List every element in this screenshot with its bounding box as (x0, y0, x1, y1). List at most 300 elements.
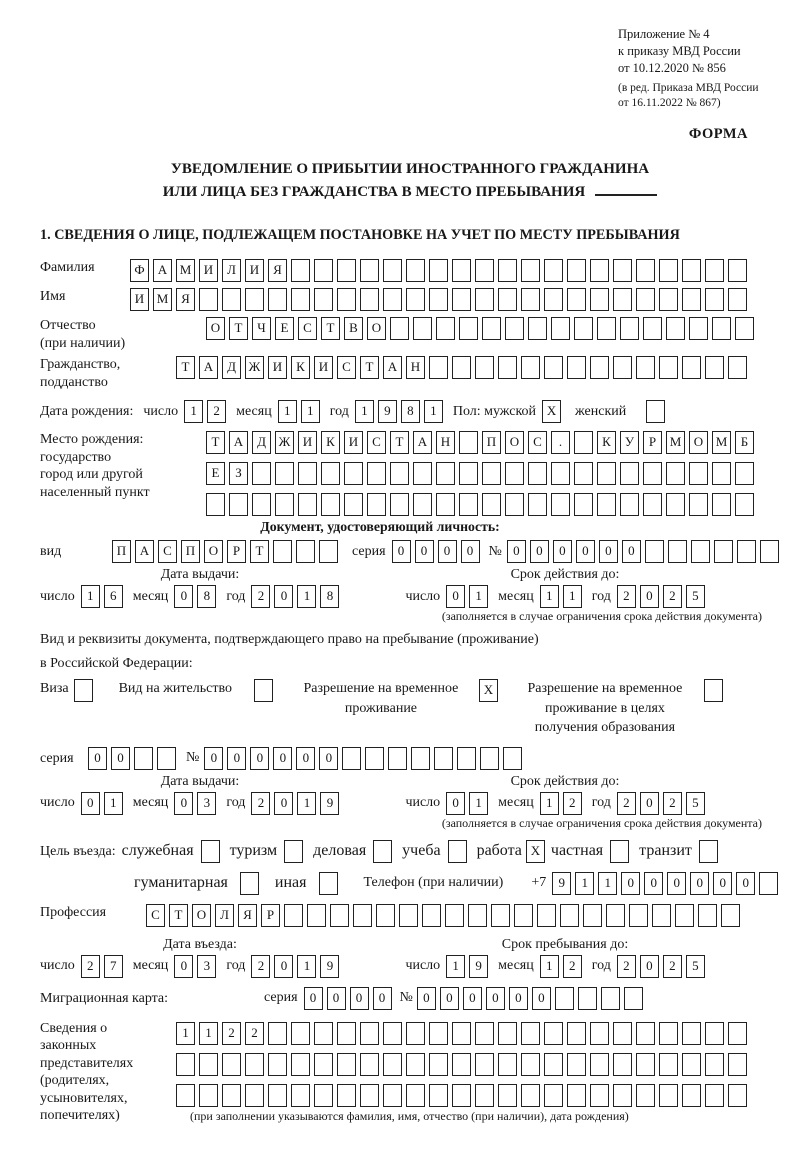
char-box[interactable]: 1 (563, 585, 582, 608)
char-box[interactable] (505, 317, 524, 340)
char-box[interactable] (296, 540, 315, 563)
char-box[interactable]: О (204, 540, 223, 563)
char-box[interactable] (337, 259, 356, 282)
char-box[interactable] (712, 493, 731, 516)
char-box[interactable] (636, 1022, 655, 1045)
char-box[interactable] (728, 1053, 747, 1076)
char-box[interactable]: Т (229, 317, 248, 340)
char-box[interactable]: 0 (486, 987, 505, 1010)
char-box[interactable] (601, 987, 620, 1010)
char-box[interactable] (321, 462, 340, 485)
char-box[interactable] (134, 747, 153, 770)
char-box[interactable] (284, 904, 303, 927)
char-box[interactable] (429, 356, 448, 379)
char-box[interactable] (383, 1084, 402, 1107)
char-box[interactable]: 1 (199, 1022, 218, 1045)
study-checkbox[interactable] (448, 840, 467, 863)
char-box[interactable] (445, 904, 464, 927)
char-box[interactable]: 1 (297, 792, 316, 815)
char-box[interactable] (268, 1053, 287, 1076)
char-box[interactable] (521, 1022, 540, 1045)
char-box[interactable]: О (206, 317, 225, 340)
char-box[interactable]: 0 (507, 540, 526, 563)
char-box[interactable]: 7 (104, 955, 123, 978)
char-box[interactable] (521, 259, 540, 282)
char-box[interactable] (551, 462, 570, 485)
char-box[interactable]: 1 (575, 872, 594, 895)
char-box[interactable]: У (620, 431, 639, 454)
female-checkbox[interactable] (646, 400, 665, 423)
char-box[interactable] (376, 904, 395, 927)
char-box[interactable] (574, 317, 593, 340)
char-box[interactable] (666, 462, 685, 485)
char-box[interactable]: К (291, 356, 310, 379)
char-box[interactable]: 0 (304, 987, 323, 1010)
char-box[interactable] (475, 1053, 494, 1076)
char-box[interactable] (620, 317, 639, 340)
char-box[interactable]: 2 (251, 955, 270, 978)
char-box[interactable] (459, 493, 478, 516)
char-box[interactable] (636, 288, 655, 311)
char-box[interactable]: 0 (736, 872, 755, 895)
char-box[interactable]: 0 (274, 955, 293, 978)
official-checkbox[interactable] (201, 840, 220, 863)
char-box[interactable]: 1 (446, 955, 465, 978)
char-box[interactable] (452, 1022, 471, 1045)
char-box[interactable] (574, 493, 593, 516)
char-box[interactable]: 5 (686, 792, 705, 815)
char-box[interactable]: 1 (598, 872, 617, 895)
char-box[interactable] (597, 462, 616, 485)
char-box[interactable] (643, 493, 662, 516)
char-box[interactable]: 0 (174, 955, 193, 978)
work-checkbox[interactable]: X (526, 840, 545, 863)
char-box[interactable] (413, 317, 432, 340)
char-box[interactable] (521, 1084, 540, 1107)
char-box[interactable] (544, 288, 563, 311)
char-box[interactable] (314, 288, 333, 311)
char-box[interactable] (620, 462, 639, 485)
char-box[interactable] (574, 462, 593, 485)
char-box[interactable]: И (314, 356, 333, 379)
char-box[interactable] (574, 431, 593, 454)
char-box[interactable] (459, 431, 478, 454)
char-box[interactable] (583, 904, 602, 927)
char-box[interactable] (551, 317, 570, 340)
char-box[interactable] (735, 493, 754, 516)
char-box[interactable] (590, 1022, 609, 1045)
humanitarian-checkbox[interactable] (240, 872, 259, 895)
char-box[interactable] (698, 904, 717, 927)
transit-checkbox[interactable] (699, 840, 718, 863)
char-box[interactable] (314, 1053, 333, 1076)
char-box[interactable] (728, 259, 747, 282)
char-box[interactable]: 9 (320, 792, 339, 815)
char-box[interactable] (452, 1053, 471, 1076)
other-checkbox[interactable] (319, 872, 338, 895)
char-box[interactable] (291, 1053, 310, 1076)
char-box[interactable]: 0 (438, 540, 457, 563)
char-box[interactable]: Р (261, 904, 280, 927)
char-box[interactable] (737, 540, 756, 563)
char-box[interactable]: А (135, 540, 154, 563)
char-box[interactable] (353, 904, 372, 927)
char-box[interactable]: 2 (563, 955, 582, 978)
char-box[interactable] (291, 1084, 310, 1107)
char-box[interactable]: 2 (663, 585, 682, 608)
char-box[interactable]: 8 (320, 585, 339, 608)
char-box[interactable] (291, 1022, 310, 1045)
char-box[interactable] (413, 462, 432, 485)
char-box[interactable]: 0 (319, 747, 338, 770)
char-box[interactable] (176, 1053, 195, 1076)
char-box[interactable]: 1 (176, 1022, 195, 1045)
char-box[interactable] (222, 1053, 241, 1076)
char-box[interactable] (222, 288, 241, 311)
char-box[interactable] (482, 317, 501, 340)
char-box[interactable]: 1 (81, 585, 100, 608)
char-box[interactable] (383, 288, 402, 311)
char-box[interactable] (613, 356, 632, 379)
char-box[interactable]: 0 (599, 540, 618, 563)
char-box[interactable] (728, 1084, 747, 1107)
char-box[interactable] (544, 1053, 563, 1076)
char-box[interactable]: 5 (686, 585, 705, 608)
char-box[interactable]: Т (206, 431, 225, 454)
char-box[interactable] (342, 747, 361, 770)
char-box[interactable] (482, 493, 501, 516)
char-box[interactable]: Ж (275, 431, 294, 454)
char-box[interactable] (319, 540, 338, 563)
char-box[interactable]: Т (169, 904, 188, 927)
char-box[interactable]: Т (390, 431, 409, 454)
char-box[interactable] (560, 904, 579, 927)
char-box[interactable] (636, 1084, 655, 1107)
char-box[interactable] (314, 259, 333, 282)
char-box[interactable] (590, 1084, 609, 1107)
char-box[interactable] (705, 1022, 724, 1045)
char-box[interactable]: Ч (252, 317, 271, 340)
char-box[interactable] (330, 904, 349, 927)
char-box[interactable]: 0 (713, 872, 732, 895)
char-box[interactable] (434, 747, 453, 770)
char-box[interactable]: 0 (174, 585, 193, 608)
temp-residence-education-checkbox[interactable] (704, 679, 723, 702)
char-box[interactable] (275, 493, 294, 516)
char-box[interactable]: 0 (350, 987, 369, 1010)
char-box[interactable]: Т (176, 356, 195, 379)
char-box[interactable]: Я (268, 259, 287, 282)
char-box[interactable]: Е (275, 317, 294, 340)
char-box[interactable] (222, 1084, 241, 1107)
char-box[interactable]: 0 (667, 872, 686, 895)
char-box[interactable]: 2 (617, 792, 636, 815)
char-box[interactable]: Е (206, 462, 225, 485)
char-box[interactable] (544, 356, 563, 379)
char-box[interactable]: 0 (81, 792, 100, 815)
char-box[interactable]: 0 (250, 747, 269, 770)
char-box[interactable]: А (413, 431, 432, 454)
char-box[interactable]: 0 (440, 987, 459, 1010)
char-box[interactable]: А (199, 356, 218, 379)
char-box[interactable] (383, 1022, 402, 1045)
char-box[interactable] (498, 356, 517, 379)
char-box[interactable] (252, 493, 271, 516)
char-box[interactable]: 9 (320, 955, 339, 978)
char-box[interactable] (390, 317, 409, 340)
char-box[interactable] (268, 288, 287, 311)
char-box[interactable] (199, 1084, 218, 1107)
char-box[interactable] (659, 356, 678, 379)
char-box[interactable] (728, 356, 747, 379)
char-box[interactable] (498, 288, 517, 311)
char-box[interactable]: 6 (104, 585, 123, 608)
char-box[interactable] (528, 462, 547, 485)
char-box[interactable] (365, 747, 384, 770)
char-box[interactable] (567, 1053, 586, 1076)
char-box[interactable] (629, 904, 648, 927)
char-box[interactable] (705, 1053, 724, 1076)
char-box[interactable]: О (192, 904, 211, 927)
char-box[interactable] (544, 1022, 563, 1045)
char-box[interactable] (682, 1053, 701, 1076)
char-box[interactable] (652, 904, 671, 927)
char-box[interactable]: 9 (552, 872, 571, 895)
char-box[interactable] (537, 904, 556, 927)
char-box[interactable] (268, 1022, 287, 1045)
char-box[interactable] (422, 904, 441, 927)
char-box[interactable] (498, 259, 517, 282)
char-box[interactable]: А (153, 259, 172, 282)
char-box[interactable]: 2 (245, 1022, 264, 1045)
char-box[interactable] (659, 1053, 678, 1076)
char-box[interactable]: 2 (81, 955, 100, 978)
char-box[interactable] (728, 1022, 747, 1045)
char-box[interactable]: 2 (251, 792, 270, 815)
char-box[interactable] (406, 1022, 425, 1045)
char-box[interactable] (567, 1084, 586, 1107)
char-box[interactable]: 1 (540, 585, 559, 608)
char-box[interactable]: С (367, 431, 386, 454)
char-box[interactable] (590, 356, 609, 379)
char-box[interactable] (597, 493, 616, 516)
char-box[interactable]: 2 (207, 400, 226, 423)
char-box[interactable] (613, 1022, 632, 1045)
char-box[interactable] (551, 493, 570, 516)
char-box[interactable]: 0 (621, 872, 640, 895)
char-box[interactable]: Т (321, 317, 340, 340)
char-box[interactable]: И (199, 259, 218, 282)
char-box[interactable] (659, 1084, 678, 1107)
char-box[interactable]: 0 (204, 747, 223, 770)
char-box[interactable]: А (229, 431, 248, 454)
char-box[interactable] (691, 540, 710, 563)
char-box[interactable] (689, 493, 708, 516)
char-box[interactable]: 3 (197, 955, 216, 978)
char-box[interactable] (245, 288, 264, 311)
char-box[interactable]: Т (360, 356, 379, 379)
tourism-checkbox[interactable] (284, 840, 303, 863)
char-box[interactable] (157, 747, 176, 770)
char-box[interactable] (321, 493, 340, 516)
char-box[interactable]: 5 (686, 955, 705, 978)
char-box[interactable] (505, 493, 524, 516)
char-box[interactable] (728, 288, 747, 311)
char-box[interactable] (505, 462, 524, 485)
char-box[interactable] (344, 462, 363, 485)
char-box[interactable] (503, 747, 522, 770)
char-box[interactable] (360, 288, 379, 311)
char-box[interactable] (643, 462, 662, 485)
char-box[interactable]: 2 (251, 585, 270, 608)
char-box[interactable]: Н (436, 431, 455, 454)
char-box[interactable] (620, 493, 639, 516)
char-box[interactable]: 1 (184, 400, 203, 423)
char-box[interactable] (406, 1084, 425, 1107)
char-box[interactable] (275, 462, 294, 485)
char-box[interactable] (714, 540, 733, 563)
char-box[interactable] (436, 493, 455, 516)
char-box[interactable]: 0 (553, 540, 572, 563)
char-box[interactable] (643, 317, 662, 340)
char-box[interactable] (590, 1053, 609, 1076)
char-box[interactable] (705, 259, 724, 282)
char-box[interactable]: 0 (273, 747, 292, 770)
char-box[interactable] (383, 1053, 402, 1076)
char-box[interactable] (475, 288, 494, 311)
char-box[interactable] (452, 259, 471, 282)
char-box[interactable] (544, 1084, 563, 1107)
char-box[interactable]: 1 (301, 400, 320, 423)
char-box[interactable]: М (153, 288, 172, 311)
char-box[interactable]: Л (215, 904, 234, 927)
char-box[interactable]: 0 (576, 540, 595, 563)
char-box[interactable] (337, 1022, 356, 1045)
char-box[interactable] (367, 462, 386, 485)
char-box[interactable] (314, 1022, 333, 1045)
char-box[interactable] (360, 259, 379, 282)
char-box[interactable]: 2 (563, 792, 582, 815)
char-box[interactable]: 0 (530, 540, 549, 563)
char-box[interactable]: 1 (540, 792, 559, 815)
char-box[interactable]: 2 (222, 1022, 241, 1045)
char-box[interactable] (567, 288, 586, 311)
char-box[interactable] (645, 540, 664, 563)
char-box[interactable] (590, 259, 609, 282)
char-box[interactable]: 1 (104, 792, 123, 815)
char-box[interactable] (668, 540, 687, 563)
char-box[interactable]: Р (643, 431, 662, 454)
char-box[interactable] (567, 1022, 586, 1045)
char-box[interactable]: О (505, 431, 524, 454)
char-box[interactable] (682, 1084, 701, 1107)
char-box[interactable]: О (689, 431, 708, 454)
char-box[interactable] (206, 493, 225, 516)
char-box[interactable] (528, 493, 547, 516)
char-box[interactable]: 2 (617, 585, 636, 608)
char-box[interactable] (199, 288, 218, 311)
char-box[interactable] (613, 1084, 632, 1107)
char-box[interactable]: Б (735, 431, 754, 454)
char-box[interactable] (436, 462, 455, 485)
char-box[interactable] (498, 1022, 517, 1045)
char-box[interactable] (682, 356, 701, 379)
temp-residence-checkbox[interactable]: X (479, 679, 498, 702)
char-box[interactable] (388, 747, 407, 770)
char-box[interactable]: И (130, 288, 149, 311)
char-box[interactable] (337, 1053, 356, 1076)
char-box[interactable] (459, 462, 478, 485)
char-box[interactable]: М (666, 431, 685, 454)
char-box[interactable]: С (146, 904, 165, 927)
char-box[interactable] (521, 288, 540, 311)
char-box[interactable]: 2 (617, 955, 636, 978)
char-box[interactable]: Д (222, 356, 241, 379)
char-box[interactable] (199, 1053, 218, 1076)
char-box[interactable] (544, 259, 563, 282)
char-box[interactable]: 2 (663, 955, 682, 978)
char-box[interactable] (712, 317, 731, 340)
char-box[interactable] (176, 1084, 195, 1107)
char-box[interactable] (360, 1022, 379, 1045)
char-box[interactable] (475, 1084, 494, 1107)
char-box[interactable] (735, 317, 754, 340)
char-box[interactable]: 0 (373, 987, 392, 1010)
char-box[interactable] (413, 493, 432, 516)
char-box[interactable]: Ж (245, 356, 264, 379)
char-box[interactable] (514, 904, 533, 927)
char-box[interactable] (291, 259, 310, 282)
char-box[interactable]: Л (222, 259, 241, 282)
char-box[interactable] (555, 987, 574, 1010)
char-box[interactable] (682, 1022, 701, 1045)
char-box[interactable]: П (181, 540, 200, 563)
char-box[interactable]: 1 (355, 400, 374, 423)
char-box[interactable] (383, 259, 402, 282)
char-box[interactable]: 1 (540, 955, 559, 978)
char-box[interactable] (712, 462, 731, 485)
char-box[interactable] (597, 317, 616, 340)
char-box[interactable]: Д (252, 431, 271, 454)
char-box[interactable]: 0 (622, 540, 641, 563)
char-box[interactable] (337, 288, 356, 311)
char-box[interactable]: Н (406, 356, 425, 379)
char-box[interactable] (411, 747, 430, 770)
char-box[interactable] (429, 1084, 448, 1107)
char-box[interactable]: 1 (469, 585, 488, 608)
char-box[interactable] (606, 904, 625, 927)
char-box[interactable] (498, 1084, 517, 1107)
char-box[interactable]: 0 (640, 792, 659, 815)
char-box[interactable] (624, 987, 643, 1010)
char-box[interactable] (759, 872, 778, 895)
char-box[interactable] (636, 356, 655, 379)
char-box[interactable] (475, 259, 494, 282)
char-box[interactable] (406, 288, 425, 311)
char-box[interactable]: С (158, 540, 177, 563)
char-box[interactable] (459, 317, 478, 340)
char-box[interactable]: 0 (417, 987, 436, 1010)
char-box[interactable]: Т (250, 540, 269, 563)
char-box[interactable] (590, 288, 609, 311)
char-box[interactable] (390, 462, 409, 485)
char-box[interactable] (666, 317, 685, 340)
char-box[interactable]: 0 (640, 955, 659, 978)
char-box[interactable] (689, 462, 708, 485)
char-box[interactable] (314, 1084, 333, 1107)
char-box[interactable] (429, 288, 448, 311)
char-box[interactable] (475, 356, 494, 379)
